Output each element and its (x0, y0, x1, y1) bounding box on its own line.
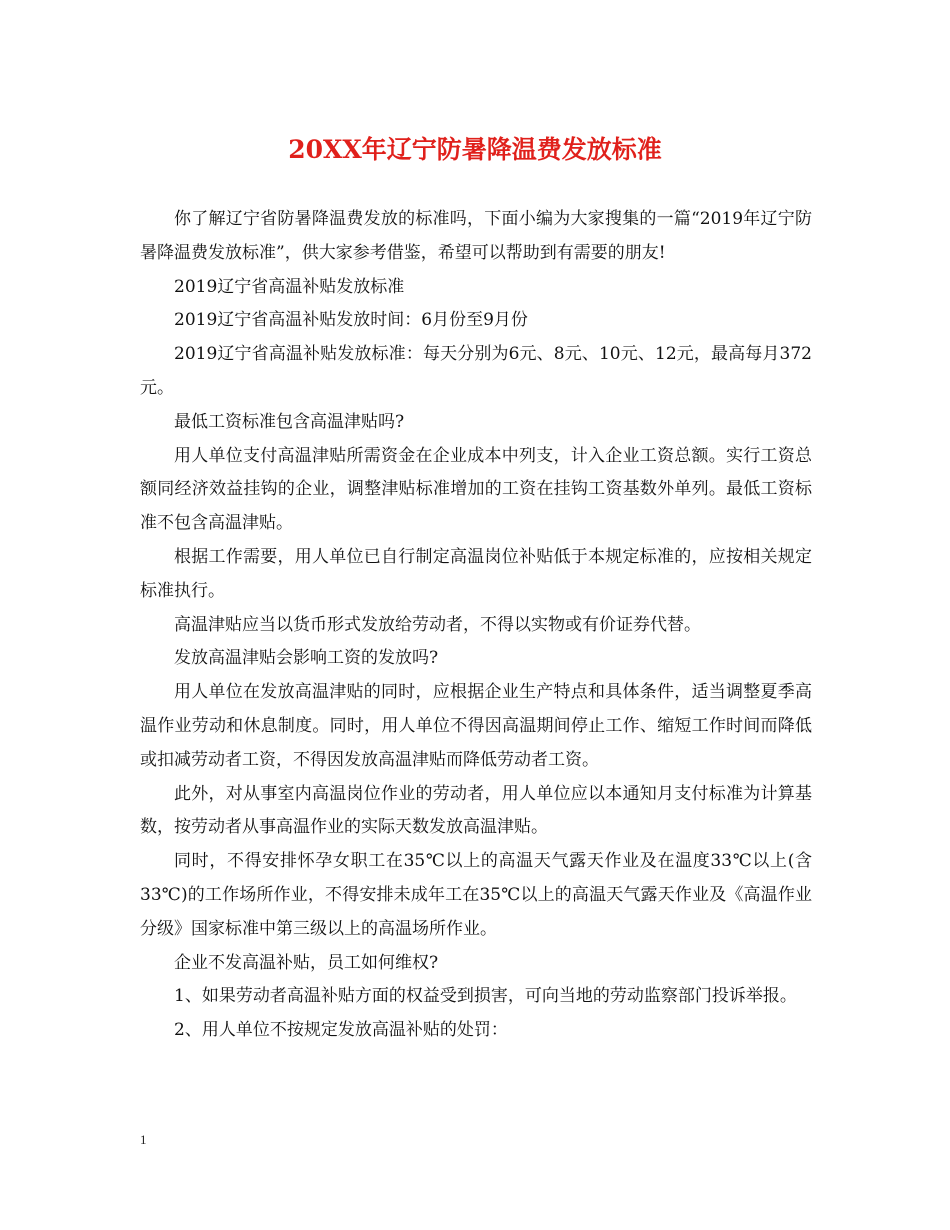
paragraph-12: 同时，不得安排怀孕女职工在35℃以上的高温天气露天作业及在温度33℃以上(含33℃)的工作场所作业，不得安排未成年工在35℃以上的高温天气露天作业及《高温作业分级》国家标准中第三级以上的高温场所作业。 (140, 851, 812, 939)
page-number: 1 (140, 1132, 147, 1147)
paragraph-15: 2、用人单位不按规定发放高温补贴的处罚： (174, 1020, 508, 1041)
paragraph-3: 2019辽宁省高温补贴发放时间：6月份至9月份 (174, 310, 528, 331)
paragraph-13: 企业不发高温补贴，员工如何维权? (174, 952, 439, 973)
paragraph-2: 2019辽宁省高温补贴发放标准 (174, 276, 405, 297)
document-title: 20XX年辽宁防暑降温费发放标准 (288, 135, 662, 164)
paragraph-11: 此外，对从事室内高温岗位作业的劳动者，用人单位应以本通知月支付标准为计算基数，按劳动者从事高温作业的实际天数发放高温津贴。 (140, 783, 812, 838)
document-body (140, 203, 812, 1048)
paragraph-6: 用人单位支付高温津贴所需资金在企业成本中列支，计入企业工资总额。实行工资总额同经济效益挂钩的企业，调整津贴标准增加的工资在挂钩工资基数外单列。最低工资标准不包含高温津贴。 (140, 445, 812, 534)
paragraph-14: 1、如果劳动者高温补贴方面的权益受到损害，可向当地的劳动监察部门投诉举报。 (174, 986, 797, 1007)
paragraph-7: 根据工作需要，用人单位已自行制定高温岗位补贴低于本规定标准的，应按相关规定标准执行。 (140, 546, 812, 601)
paragraph-1: 你了解辽宁省防暑降温费发放的标准吗，下面小编为大家搜集的一篇“2019年辽宁防暑降温费发放标准”，供大家参考借鉴，希望可以帮助到有需要的朋友! (140, 209, 812, 263)
paragraph-8: 高温津贴应当以货币形式发放给劳动者，不得以实物或有价证券代替。 (174, 614, 701, 635)
paragraph-5: 最低工资标准包含高温津贴吗? (174, 411, 405, 432)
paragraph-10: 用人单位在发放高温津贴的同时，应根据企业生产特点和具体条件，适当调整夏季高温作业劳动和休息制度。同时，用人单位不得因高温期间停止工作、缩短工作时间而降低或扣减劳动者工资，不得因发放高温津贴而降低劳动者工资。 (140, 682, 812, 770)
paragraph-9: 发放高温津贴会影响工资的发放吗? (174, 648, 439, 669)
paragraph-4: 2019辽宁省高温补贴发放标准：每天分别为6元、8元、10元、12元，最高每月372元。 (140, 344, 812, 398)
